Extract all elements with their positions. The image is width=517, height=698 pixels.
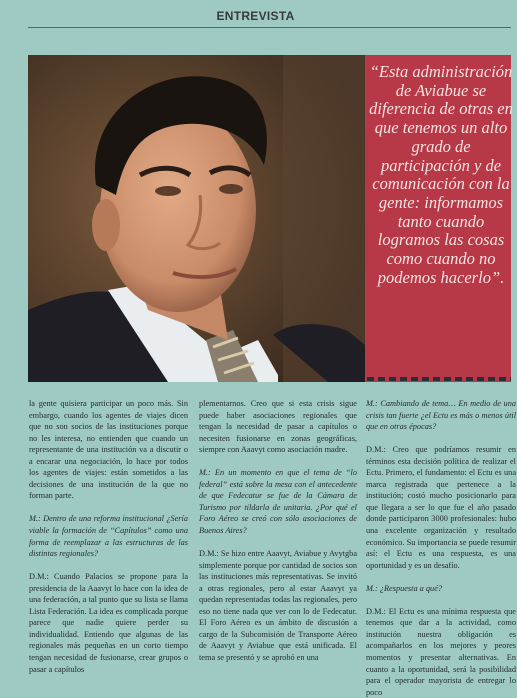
dashed-divider [365, 376, 511, 382]
interview-answer: D.M.: El Ectu es una mínima respuesta que tenemos que dar a la actividad, como institución nuestra obligación es acompañarlos en los mejores y peores momentos y presentar alternativas. En cuanto a la oportunidad, será la posibilidad para el operador mayorista de entregar lo poco [366, 606, 516, 697]
header-rule [28, 27, 511, 28]
section-header: ENTREVISTA [216, 9, 295, 23]
interview-answer: D.M.: Creo que podríamos resumir en términos esta decisión política de realizar el Ectu. Primero, el fundamento: el Ectu es una marca registrada que pertenece a la institución; costó mucho posicionarlo para que llegara a ser lo que fue el año pasado donde participaron 3000 profesionales: hubo una excelente organización y resultado económico. Su importancia se puede resumir así: el Ectu es una respuesta, es una oportunidad y es un desafío. [366, 445, 516, 570]
interview-question: M.: Dentro de una reforma institucional ¿Sería viable la formación de “Capítulos” como una forma de reemplazar a las estructuras de las distintas regionales? [29, 514, 188, 559]
interview-question: M.: En un momento en que el tema de “lo federal” está sobre la mesa con el antecedente de que Fedecatur se fue de la Cámara de Turismo por tildarla de unitaria. ¿Por qué el Foro Aéreo se creó con sólo asociaciones de Buenos Aires? [199, 468, 357, 536]
interview-photo [28, 55, 365, 382]
interview-question: M.: Cambiando de tema… En medio de una crisis tan fuerte ¿el Ectu es más o menos útil que en otras épocas? [366, 399, 516, 432]
pull-quote: “Esta administración de Aviabue se diferencia de otras en que tenemos un alto grado de participación y de comunicación con la gente: informamos tanto cuando logramos las cosas como cuando no podemos hacerlo”. [369, 62, 513, 287]
paragraph: plementarnos. Creo que si esta crisis sigue puede haber asociaciones regionales que tengan la necesidad de pasar a capítulos o necesiten fusionarse en zonas geográficas, siempre con Aaavyt como asociación madre. [199, 399, 357, 455]
interview-answer: D.M.: Se hizo entre Aaavyt, Aviabue y Avytgba simplemente porque por cantidad de socios son las instituciones más representativas. Se invitó a otras regionales, pero al estar Aaavyt ya quedan representadas todas las regionales, pero eso no tiene nada que ver con lo de Fedecatur. El Foro Aéreo es un ámbito de discusión a cargo de la Subcomisión de Transporte Aéreo de Aaavyt y Aviabue que está unificada. El tema se presentó y se aprobó en una [199, 549, 357, 663]
article-column-1 [29, 398, 188, 674]
article-column-3 [366, 398, 516, 697]
portrait-illustration [28, 55, 365, 382]
interview-question: M.: ¿Respuesta a qué? [366, 583, 443, 593]
pull-quote-box [365, 55, 511, 382]
paragraph: la gente quisiera participar un poco más. Sin embargo, cuando los agentes de viajes dicen que no son socios de las instituciones porque no les interesa, no entienden que cuando un representante de una institución va a discutir o a encarar una negociación, lo hace por todos los agentes de viajes: están sometidos a las decisiones de una institución de la que no forman parte. [29, 399, 188, 501]
article-column-2 [199, 398, 357, 671]
interview-answer: D.M.: Cuando Palacios se propone para la presidencia de la Aaavyt lo hace con la idea de una federación, a tal punto que su lista se llama Lista Federación. La idea es complicada porque parece que nadie quiere perder su individualidad. Entiendo que algunas de las regionales más pequeñas en un corto tiempo tengan necesidad de fusionarse, crear grupos o pasar a capítulos [29, 572, 188, 674]
